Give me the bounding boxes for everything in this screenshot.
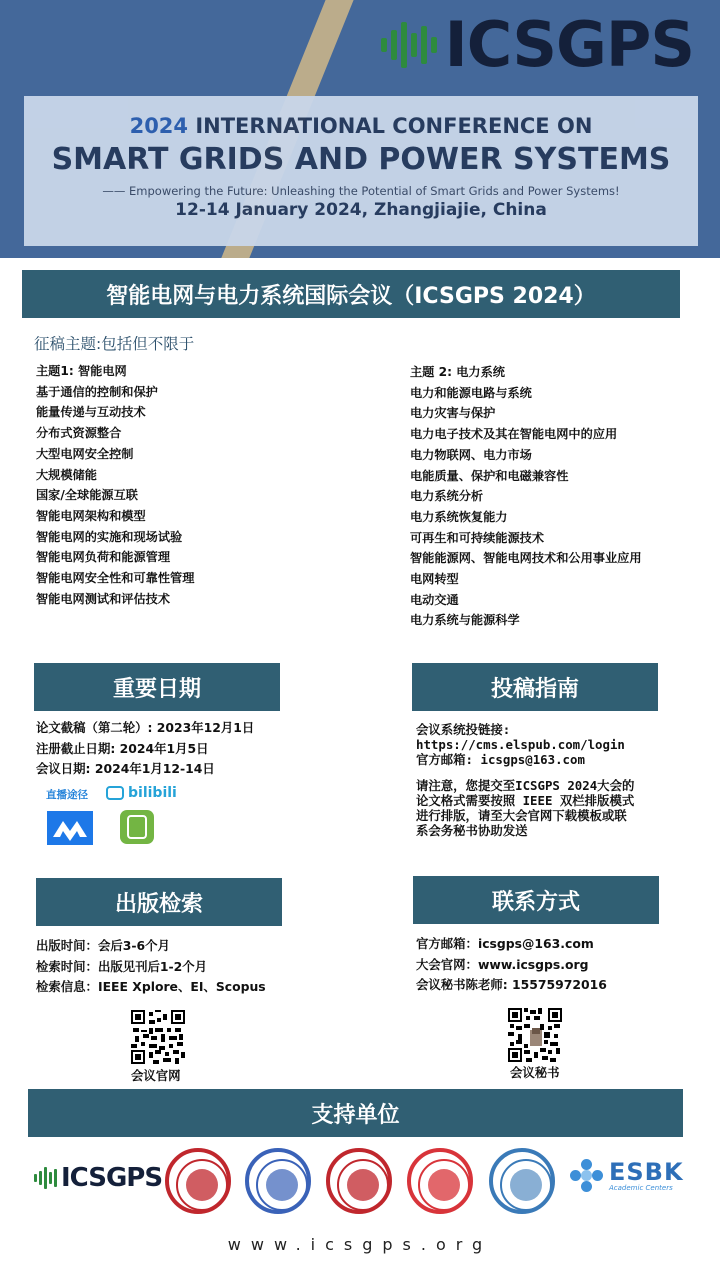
esbk-logo	[570, 1159, 684, 1193]
list-item: 注册截止日期: 2024年1月5日	[36, 740, 209, 756]
list-item: 电力系统与能源科学	[410, 613, 520, 628]
list-item: 智能电网安全性和可靠性管理	[36, 571, 195, 586]
list-item: 电力和能源电路与系统	[410, 385, 532, 400]
esbk-mark-icon	[570, 1159, 604, 1193]
list-item: 会议日期: 2024年1月12-14日	[36, 761, 215, 776]
list-item: 智能电网架构和模型	[36, 508, 146, 523]
topics-subtitle: 征稿主题:包括但不限于	[34, 335, 195, 353]
list-item: 智能电网测试和评估技术	[36, 591, 171, 606]
qr-caption-secretary: 会议秘书	[510, 1065, 560, 1080]
website-qr-code[interactable]	[131, 1010, 185, 1064]
topic-column-2	[410, 362, 642, 631]
section-contact-heading: 联系方式	[413, 876, 659, 924]
header-banner	[0, 0, 720, 258]
university-seal-5	[489, 1148, 555, 1214]
qr-caption-website: 会议官网	[131, 1068, 181, 1083]
list-item: 出版时间：会后3-6个月	[36, 938, 170, 953]
meeting-app-icon[interactable]	[47, 811, 93, 845]
list-item: 电力灾害与保护	[410, 406, 496, 421]
small-logo-text: ICSGPS	[61, 1163, 163, 1193]
banner-line2: SMART GRIDS AND POWER SYSTEMS	[51, 142, 671, 177]
section-support-heading: 支持单位	[28, 1089, 683, 1137]
tv-icon	[106, 786, 124, 800]
icsgps-small-logo	[34, 1163, 162, 1193]
list-item: 电网转型	[410, 572, 459, 587]
banner-dates: 12-14 January 2024, Zhangjiajie, China	[175, 200, 547, 220]
section-publication-heading: 出版检索	[36, 878, 282, 926]
stream-label: 直播途径	[46, 789, 88, 801]
wave-icon	[34, 1165, 57, 1191]
university-seal-4	[407, 1148, 473, 1214]
banner-tagline: —— Empowering the Future: Unleashing the Potential of Smart Grids and Power Systems!	[102, 184, 620, 198]
list-item: 电力电子技术及其在智能电网中的应用	[410, 427, 618, 442]
list-item: 检索时间：出版见刊后1-2个月	[36, 958, 208, 974]
guide-line: 进行排版，请至大会官网下载模板或联	[416, 807, 627, 823]
list-item: 大规模储能	[36, 467, 97, 482]
bilibili-text: bilibili	[128, 785, 177, 801]
supporter-logos	[0, 1145, 720, 1217]
esbk-subtext: Academic Centers	[609, 1184, 673, 1192]
list-item: 大型电网安全控制	[36, 446, 134, 461]
footer-website[interactable]: www.icsgps.org	[227, 1235, 493, 1254]
university-seal-3	[326, 1148, 392, 1214]
section-dates-heading: 重要日期	[34, 663, 280, 711]
list-item: 电能质量、保护和电磁兼容性	[410, 468, 569, 483]
conference-banner	[24, 96, 698, 246]
list-item: 分布式资源整合	[36, 426, 122, 441]
list-item: 可再生和可持续能源技术	[410, 530, 545, 545]
list-item: 智能电网负荷和能源管理	[36, 550, 171, 565]
list-item: 电动交通	[410, 592, 459, 607]
guide-line: 系会务秘书协助发送	[416, 822, 528, 838]
list-item: 智能电网的实施和现场试验	[36, 529, 183, 544]
list-item: 能量传递与互动技术	[36, 405, 146, 420]
publication-list	[36, 936, 266, 998]
guide-line: 会议系统投链接:	[416, 722, 511, 737]
bilibili-logo[interactable]	[106, 785, 177, 801]
list-item: 电力系统分析	[410, 489, 484, 504]
list-item: 官方邮箱：icsgps@163.com	[416, 936, 594, 951]
list-item: 基于通信的控制和保护	[36, 384, 158, 399]
guide-line: 官方邮箱: icsgps@163.com	[416, 751, 585, 767]
list-item: 电力系统恢复能力	[410, 509, 508, 524]
secretary-qr-code[interactable]	[508, 1008, 562, 1062]
icsgps-logo	[381, 8, 694, 81]
list-item: 国家/全球能源互联	[36, 488, 138, 503]
list-item: 论文截稿（第二轮）: 2023年12月1日	[36, 720, 255, 735]
guide-line: 请注意，您提交至ICSGPS 2024大会的	[416, 778, 635, 794]
university-seal-1	[165, 1148, 231, 1214]
list-item: 主题1: 智能电网	[36, 364, 127, 378]
page-title: 智能电网与电力系统国际会议（ICSGPS 2024）	[22, 270, 680, 318]
logo-text: ICSGPS	[444, 8, 694, 81]
list-item: 检索信息：IEEE Xplore、EI、Scopus	[36, 979, 266, 994]
wave-icon	[381, 15, 437, 75]
list-item: 大会官网：www.icsgps.org	[416, 956, 589, 972]
list-item: 会议秘书陈老师: 15575972016	[416, 977, 607, 992]
banner-line1: 2024 INTERNATIONAL CONFERENCE ON	[129, 114, 593, 138]
esbk-text: ESBK	[609, 1158, 684, 1186]
guide-line: 论文格式需要按照 IEEE 双栏排版模式	[416, 793, 635, 809]
live-app-icon[interactable]	[120, 810, 154, 844]
university-seal-2	[245, 1148, 311, 1214]
guide-text	[416, 723, 634, 839]
dates-list	[36, 718, 254, 780]
list-item: 智能能源网、智能电网技术和公用事业应用	[410, 551, 642, 566]
submission-link[interactable]: https://cms.elspub.com/login	[416, 736, 625, 752]
section-guide-heading: 投稿指南	[412, 663, 658, 711]
contact-list	[416, 934, 607, 996]
list-item: 主题 2: 电力系统	[410, 365, 505, 379]
list-item: 电力物联网、电力市场	[410, 447, 532, 462]
topic-column-1	[36, 361, 194, 609]
